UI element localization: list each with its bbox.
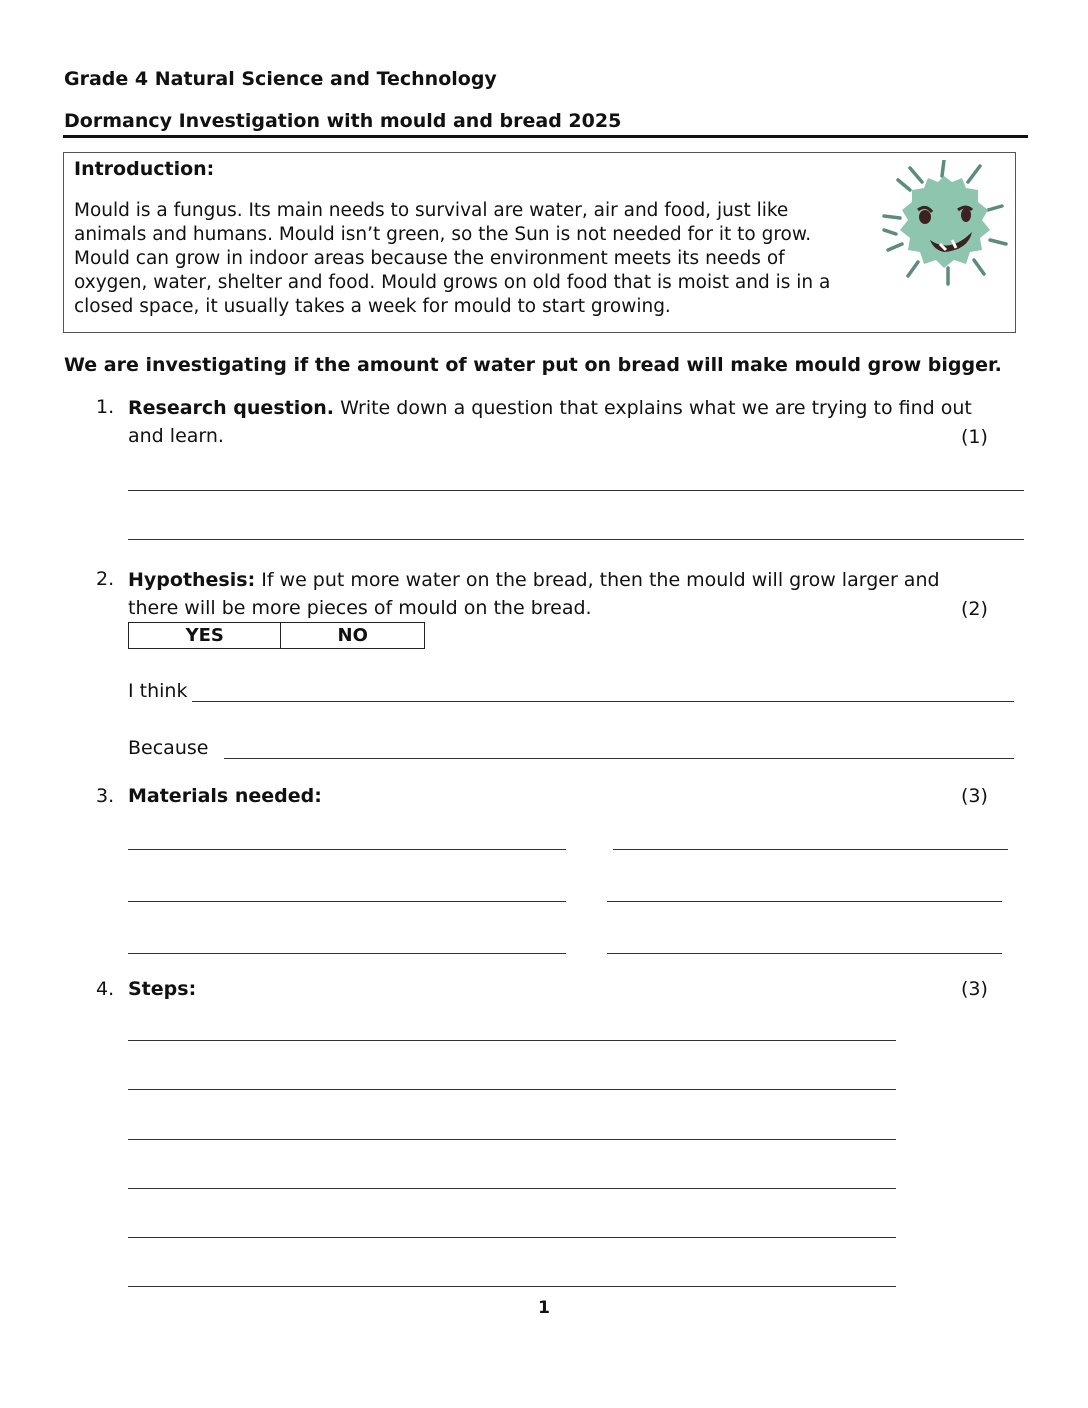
introduction-line: animals and humans. Mould isn’t green, so the Sun is not needed for it to grow. <box>74 224 812 245</box>
no-option[interactable]: NO <box>337 625 368 646</box>
question-2-number: 2. <box>96 568 115 590</box>
introduction-line: Mould is a fungus. Its main needs to survival are water, air and food, just like <box>74 200 789 221</box>
question-3-text <box>128 782 322 810</box>
materials-line[interactable] <box>613 849 1008 850</box>
question-2-marks: (2) <box>961 598 988 620</box>
header-divider <box>63 135 1028 138</box>
question-4-number: 4. <box>96 978 115 1000</box>
because-label: Because <box>128 737 209 759</box>
i-think-label: I think <box>128 680 188 702</box>
because-answer-line[interactable] <box>224 758 1014 759</box>
answer-line[interactable] <box>128 539 1024 540</box>
question-2-prompt-cont: there will be more pieces of mould on the bread. <box>128 597 592 619</box>
question-2-text <box>128 566 940 622</box>
question-3-number: 3. <box>96 785 115 807</box>
materials-line[interactable] <box>128 901 566 902</box>
yes-option[interactable]: YES <box>129 623 281 648</box>
introduction-line: oxygen, water, shelter and food. Mould grows on old food that is moist and is in a <box>74 272 831 293</box>
question-1-prompt: Write down a question that explains what we are trying to find out <box>334 397 972 419</box>
steps-line[interactable] <box>128 1237 896 1238</box>
introduction-box <box>63 152 1016 333</box>
materials-line[interactable] <box>607 901 1002 902</box>
question-4-label: Steps: <box>128 978 197 1000</box>
introduction-line: Mould can grow in indoor areas because the environment meets its needs of <box>74 248 785 269</box>
question-2-label: Hypothesis: <box>128 569 256 591</box>
answer-line[interactable] <box>128 490 1024 491</box>
question-1-number: 1. <box>96 396 115 418</box>
materials-line[interactable] <box>128 849 566 850</box>
question-3-marks: (3) <box>961 785 988 807</box>
question-1-label: Research question. <box>128 397 335 419</box>
investigation-statement: We are investigating if the amount of water put on bread will make mould grow bigger. <box>64 354 1002 376</box>
introduction-title: Introduction: <box>74 158 215 180</box>
i-think-answer-line[interactable] <box>192 701 1014 702</box>
question-4-marks: (3) <box>961 978 988 1000</box>
question-1-marks: (1) <box>961 426 988 448</box>
yes-no-choice-table <box>128 622 425 649</box>
page-number: 1 <box>538 1298 550 1318</box>
materials-line[interactable] <box>128 953 566 954</box>
steps-line[interactable] <box>128 1188 896 1189</box>
document-subtitle: Dormancy Investigation with mould and bread 2025 <box>64 110 622 132</box>
materials-line[interactable] <box>607 953 1002 954</box>
steps-line[interactable] <box>128 1286 896 1287</box>
document-title: Grade 4 Natural Science and Technology <box>64 68 497 90</box>
question-4-text <box>128 975 196 1003</box>
smiling-mould-spore-icon <box>880 160 1008 286</box>
steps-line[interactable] <box>128 1139 896 1140</box>
question-3-label: Materials needed: <box>128 785 322 807</box>
introduction-text <box>74 199 859 319</box>
steps-line[interactable] <box>128 1040 896 1041</box>
introduction-line: closed space, it usually takes a week for mould to start growing. <box>74 296 671 317</box>
question-1-text <box>128 394 972 450</box>
steps-line[interactable] <box>128 1089 896 1090</box>
question-1-prompt-cont: and learn. <box>128 425 224 447</box>
question-2-prompt: If we put more water on the bread, then the mould will grow larger and <box>255 569 940 591</box>
